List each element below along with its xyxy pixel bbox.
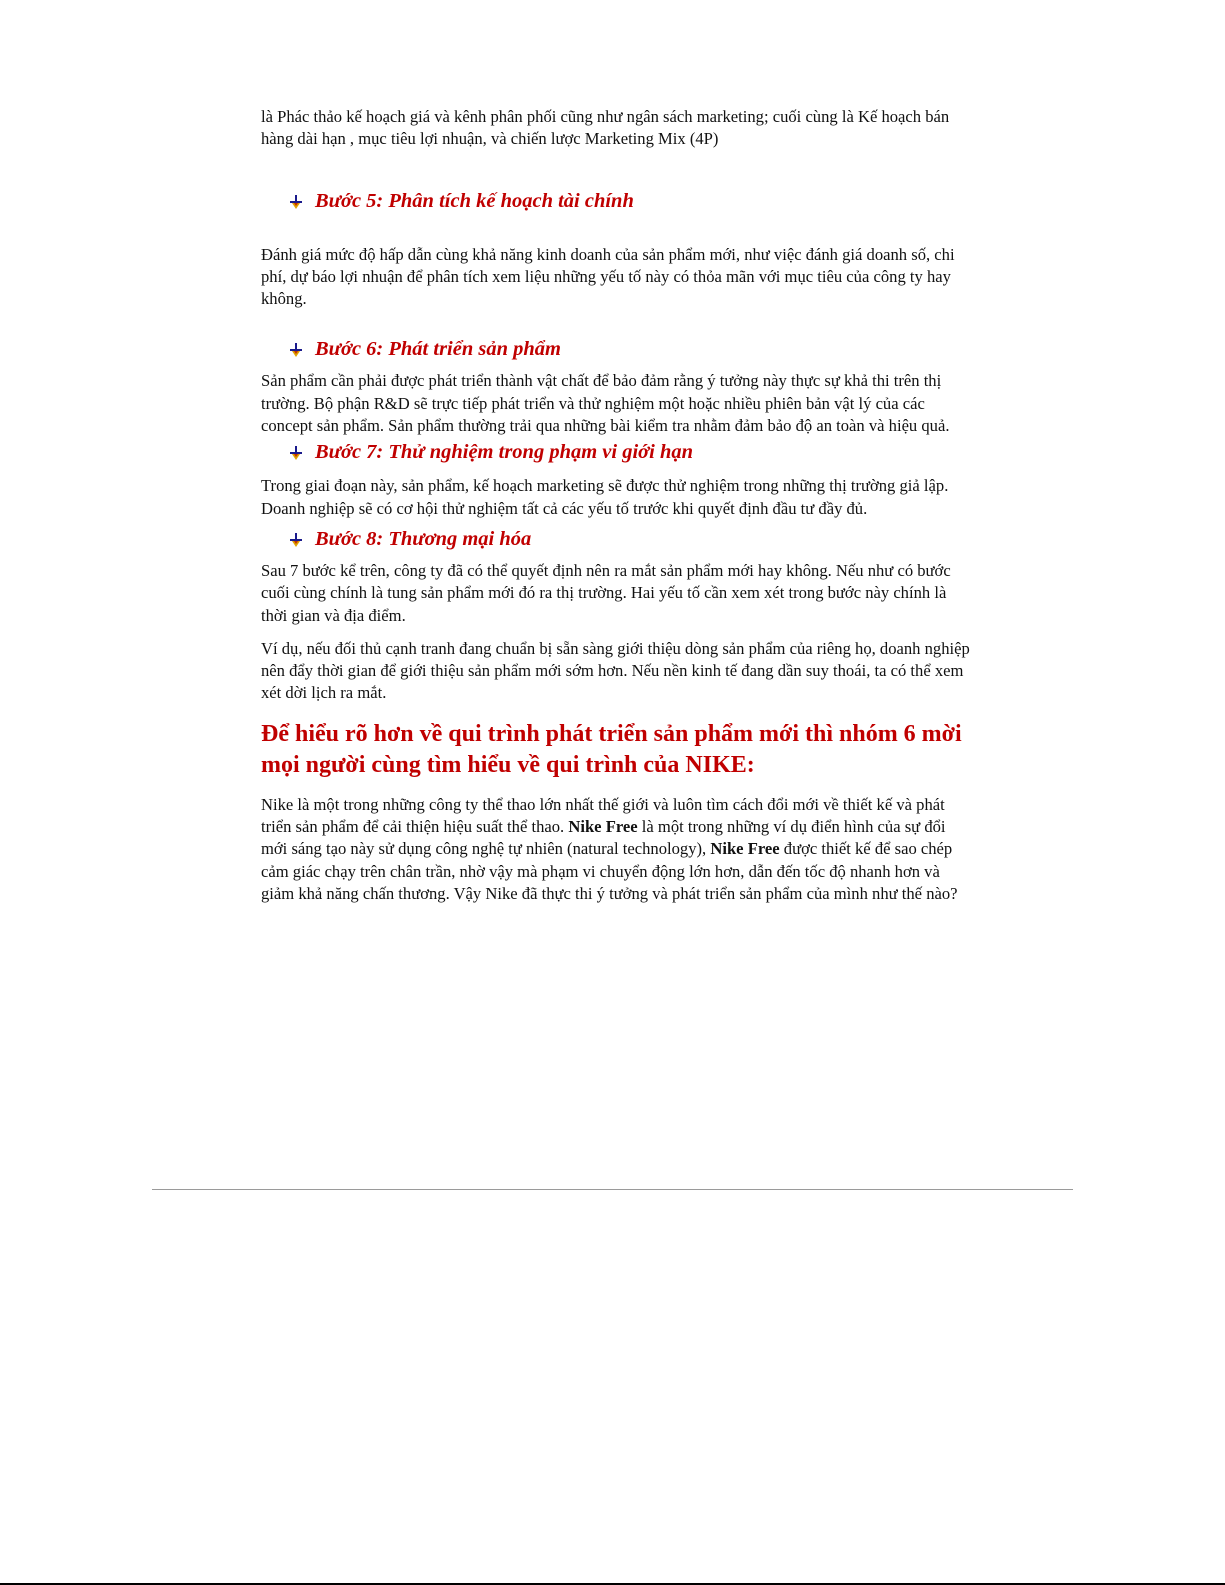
nike-section-heading: Để hiểu rõ hơn về qui trình phát triển sản phẩm mới thì nhóm 6 mời mọi người cùng tìm hiểu về qui trình của NIKE:	[261, 720, 962, 778]
nike-text-part2: là một trong những ví dụ điển hình của sự đổi mới sáng tạo này sử dụng công nghệ tự nhiên (natural technology),	[261, 817, 946, 859]
nike-free-bold-2: Nike Free	[710, 839, 780, 859]
down-arrow-bullet-icon	[288, 194, 304, 210]
step5-paragraph: Đánh giá mức độ hấp dẫn cùng khả năng kinh doanh của sản phẩm mới, như việc đánh giá doanh số, chi phí, dự báo lợi nhuận để phân tích xem liệu những yếu tố này có thỏa mãn với mục tiêu của công ty hay không.	[261, 244, 955, 309]
step6-heading	[261, 336, 971, 362]
step5-heading	[261, 188, 971, 214]
step8-heading	[261, 526, 971, 552]
step8-paragraph-2: Ví dụ, nếu đối thủ cạnh tranh đang chuẩn bị sẵn sàng giới thiệu dòng sản phẩm của riêng họ, doanh nghiệp nên đẩy thời gian để giới thiệu sản phẩm mới sớm hơn. Nếu nền kinh tế đang dần suy thoái, ta có thể xem xét dời lịch ra mắt.	[261, 638, 970, 703]
down-arrow-bullet-icon	[288, 532, 304, 548]
down-arrow-bullet-icon	[288, 445, 304, 461]
nike-paragraph	[261, 794, 971, 905]
nike-text-part1: Nike là một trong những công ty thể thao lớn nhất thế giới và luôn tìm cách đổi mới về thiết kế và phát triển sản phẩm để cải thiện hiệu suất thể thao.	[261, 794, 945, 837]
page-divider	[152, 1189, 1073, 1190]
step7-paragraph: Trong giai đoạn này, sản phẩm, kế hoạch marketing sẽ được thử nghiệm trong những thị trường giả lập. Doanh nghiệp sẽ có cơ hội thử nghiệm tất cả các yếu tố trước khi quyết định đầu tư đầy đủ.	[261, 476, 949, 518]
intro-paragraph: là Phác thảo kế hoạch giá và kênh phân phối cũng như ngân sách marketing; cuối cùng là Kế hoạch bán hàng dài hạn , mục tiêu lợi nhuận, và chiến lược Marketing Mix (4P)	[261, 107, 950, 149]
step7-heading	[261, 439, 971, 465]
step8-title: Bước 8: Thương mại hóa	[315, 527, 532, 550]
step6-title: Bước 6: Phát triển sản phẩm	[315, 338, 561, 361]
nike-free-bold-1: Nike Free	[568, 817, 638, 837]
down-arrow-bullet-icon	[288, 342, 304, 358]
document-body	[261, 106, 971, 905]
nike-text-part3: được thiết kế để sao chép cảm giác chạy trên chân trần, nhờ vậy mà phạm vi chuyển động lớn hơn, dẫn đến tốc độ nhanh hơn và giảm khả năng chấn thương. Vậy Nike đã thực thi ý tưởng và phát triển sản phẩm của mình như thế nào?	[261, 839, 958, 903]
step8-paragraph-1: Sau 7 bước kể trên, công ty đã có thể quyết định nên ra mắt sản phẩm mới hay không. Nếu như có bước cuối cùng chính là tung sản phẩm mới đó ra thị trường. Hai yếu tố cần xem xét trong bước này chính là thời gian và địa điểm.	[261, 560, 951, 625]
step5-title: Bước 5: Phân tích kế hoạch tài chính	[315, 189, 634, 212]
step7-title: Bước 7: Thử nghiệm trong phạm vi giới hạn	[315, 441, 694, 464]
step6-paragraph: Sản phẩm cần phải được phát triển thành vật chất để bảo đảm rằng ý tưởng này thực sự khả thi trên thị trường. Bộ phận R&D sẽ trực tiếp phát triển và thử nghiệm một hoặc nhiều phiên bản vật lý của các concept sản phẩm. Sản phẩm thường trải qua những bài kiểm tra nhằm đảm bảo độ an toàn và hiệu quả.	[261, 371, 950, 436]
